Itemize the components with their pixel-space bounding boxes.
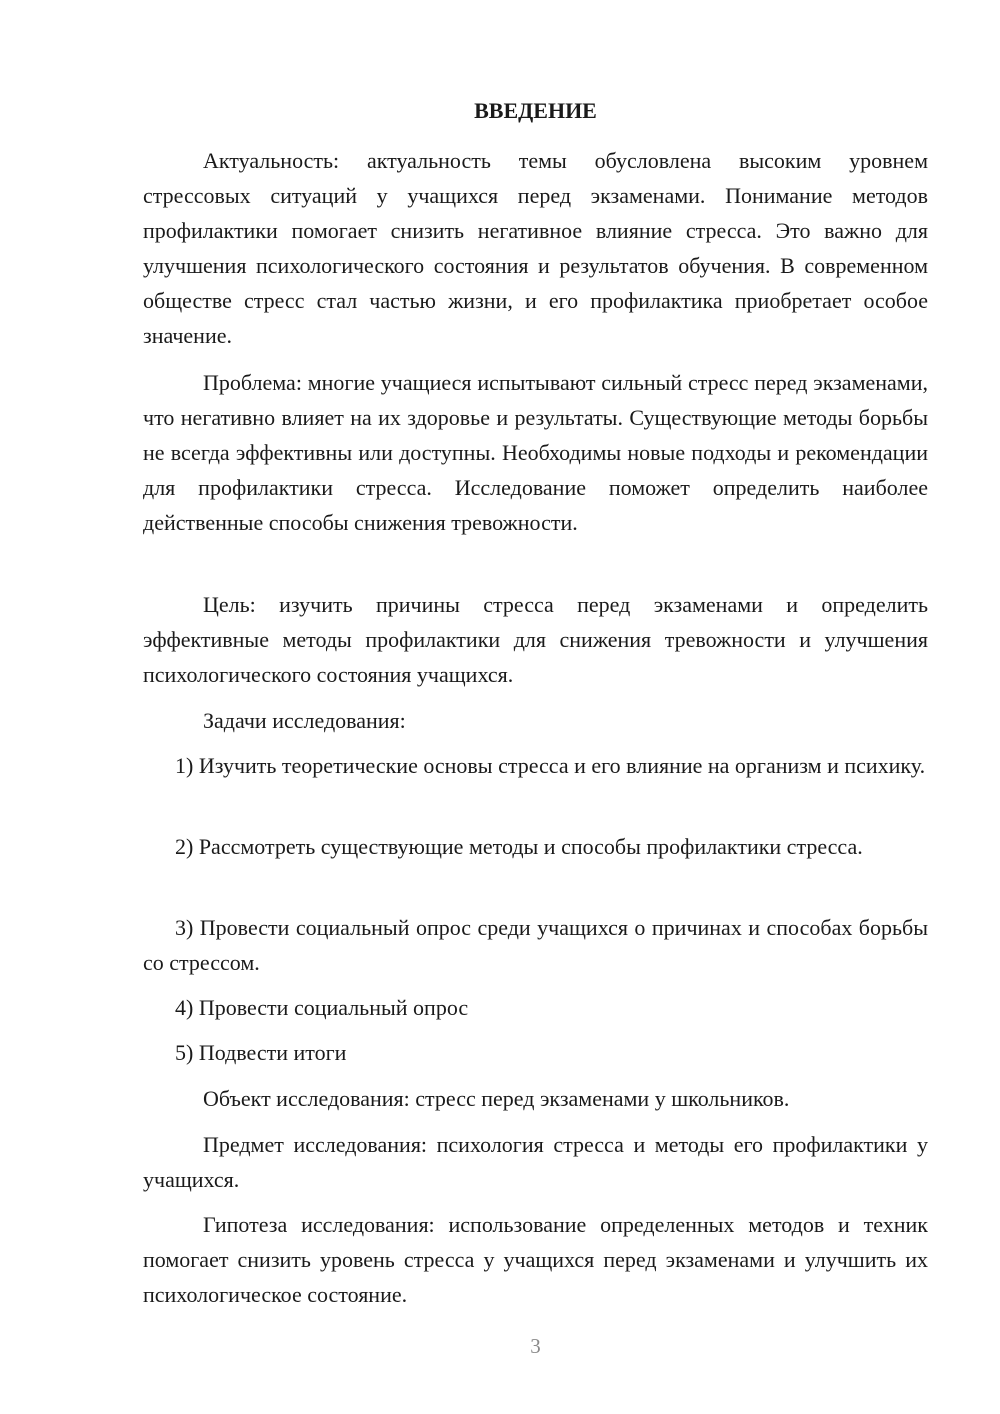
problem-paragraph: Проблема: многие учащиеся испытывают сильный стресс перед экзаменами, что негативно влияет на их здоровье и результаты. Существующие методы борьбы не всегда эффективны или доступны. Необходимы новые подходы и рекомендации для профилактики стресса. Исследование поможет определить наиболее действенные способы снижения тревожности. <box>143 370 928 535</box>
hypothesis-paragraph: Гипотеза исследования: использование определенных методов и техник помогает снизить уровень стресса у учащихся перед экзаменами и улучшить их психологическое состояние. <box>143 1212 928 1307</box>
goal-paragraph: Цель: изучить причины стресса перед экзаменами и определить эффективные методы профилактики для снижения тревожности и улучшения психологического состояния учащихся. <box>143 592 928 687</box>
task-item: 2) Рассмотреть существующие методы и способы профилактики стресса. <box>175 834 863 859</box>
task-item: 4) Провести социальный опрос <box>175 995 469 1020</box>
task-item: 5) Подвести итоги <box>175 1040 347 1065</box>
relevance-paragraph: Актуальность: актуальность темы обусловлена высоким уровнем стрессовых ситуаций у учащихся перед экзаменами. Понимание методов профилактики помогает снизить негативное влияние стресса. Это важно для улучшения психологического состояния и результатов обучения. В современном обществе стресс стал частью жизни, и его профилактика приобретает особое значение. <box>143 148 928 348</box>
tasks-title: Задачи исследования: <box>203 708 406 733</box>
task-item: 1) Изучить теоретические основы стресса и его влияние на организм и психику. <box>175 753 926 778</box>
task-item: 3) Провести социальный опрос среди учащихся о причинах и способах борьбы со стрессом. <box>143 915 928 975</box>
subject-paragraph: Предмет исследования: психология стресса и методы его профилактики у учащихся. <box>143 1132 928 1192</box>
page-number: 3 <box>530 1334 541 1358</box>
object-paragraph: Объект исследования: стресс перед экзаменами у школьников. <box>203 1086 790 1111</box>
page-title: ВВЕДЕНИЕ <box>474 98 597 123</box>
